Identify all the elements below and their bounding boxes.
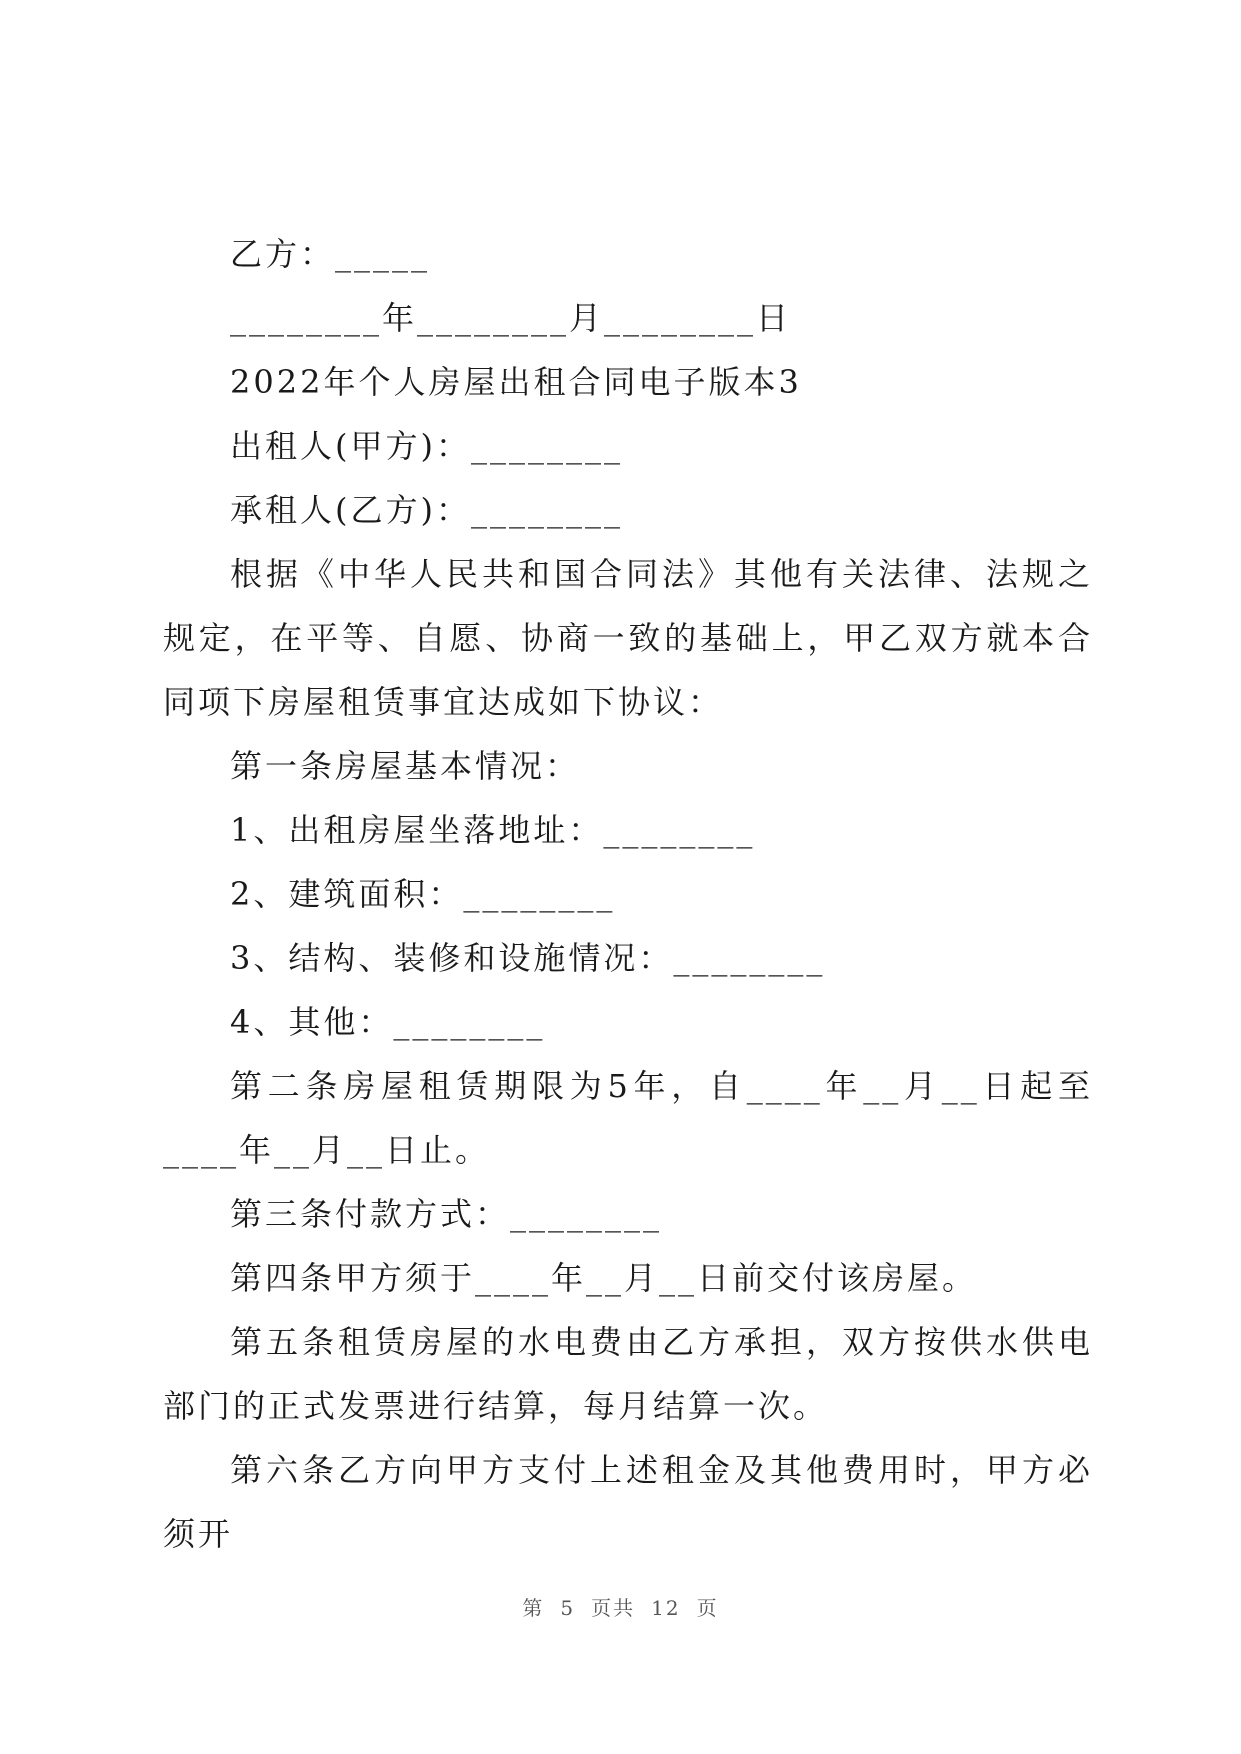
- page-number: 5: [560, 1596, 576, 1620]
- preamble-paragraph: 根据《中华人民共和国合同法》其他有关法律、法规之规定，在平等、自愿、协商一致的基础上，甲乙双方就本合同项下房屋租赁事宜达成如下协议：: [163, 555, 1093, 721]
- lessor-line: 出租人(甲方)：________: [230, 427, 623, 465]
- page-label-prefix: 第: [522, 1596, 545, 1620]
- page-footer: [0, 1592, 1241, 1621]
- contract-title: 2022年个人房屋出租合同电子版本3: [230, 363, 802, 401]
- article-1-item-3: 3、结构、装修和设施情况：________: [230, 939, 826, 977]
- article-2-paragraph: 第二条房屋租赁期限为5年，自____年__月__日起至____年__月__日止。: [163, 1067, 1093, 1169]
- article-4-paragraph: 第四条甲方须于____年__月__日前交付该房屋。: [230, 1259, 978, 1297]
- article-1-item-4: 4、其他：________: [230, 1003, 546, 1041]
- signature-date-line: ________年________月________日: [230, 299, 792, 337]
- page-label-suffix: 页: [696, 1596, 719, 1620]
- page-total: 12: [651, 1596, 681, 1620]
- article-1-item-2: 2、建筑面积：________: [230, 875, 616, 913]
- article-3-paragraph: 第三条付款方式：________: [230, 1195, 663, 1233]
- document-body: [163, 222, 1093, 1566]
- page-label-middle: 页共: [591, 1596, 636, 1620]
- lessee-line: 承租人(乙方)：________: [230, 491, 623, 529]
- article-1-heading: 第一条房屋基本情况：: [230, 747, 581, 785]
- article-6-paragraph: 第六条乙方向甲方支付上述租金及其他费用时，甲方必须开: [163, 1451, 1093, 1553]
- article-5-paragraph: 第五条租赁房屋的水电费由乙方承担，双方按供水供电部门的正式发票进行结算，每月结算一次。: [163, 1323, 1093, 1425]
- article-1-item-1: 1、出租房屋坐落地址：________: [230, 811, 756, 849]
- party-b-signature-line: 乙方：_____: [230, 235, 431, 273]
